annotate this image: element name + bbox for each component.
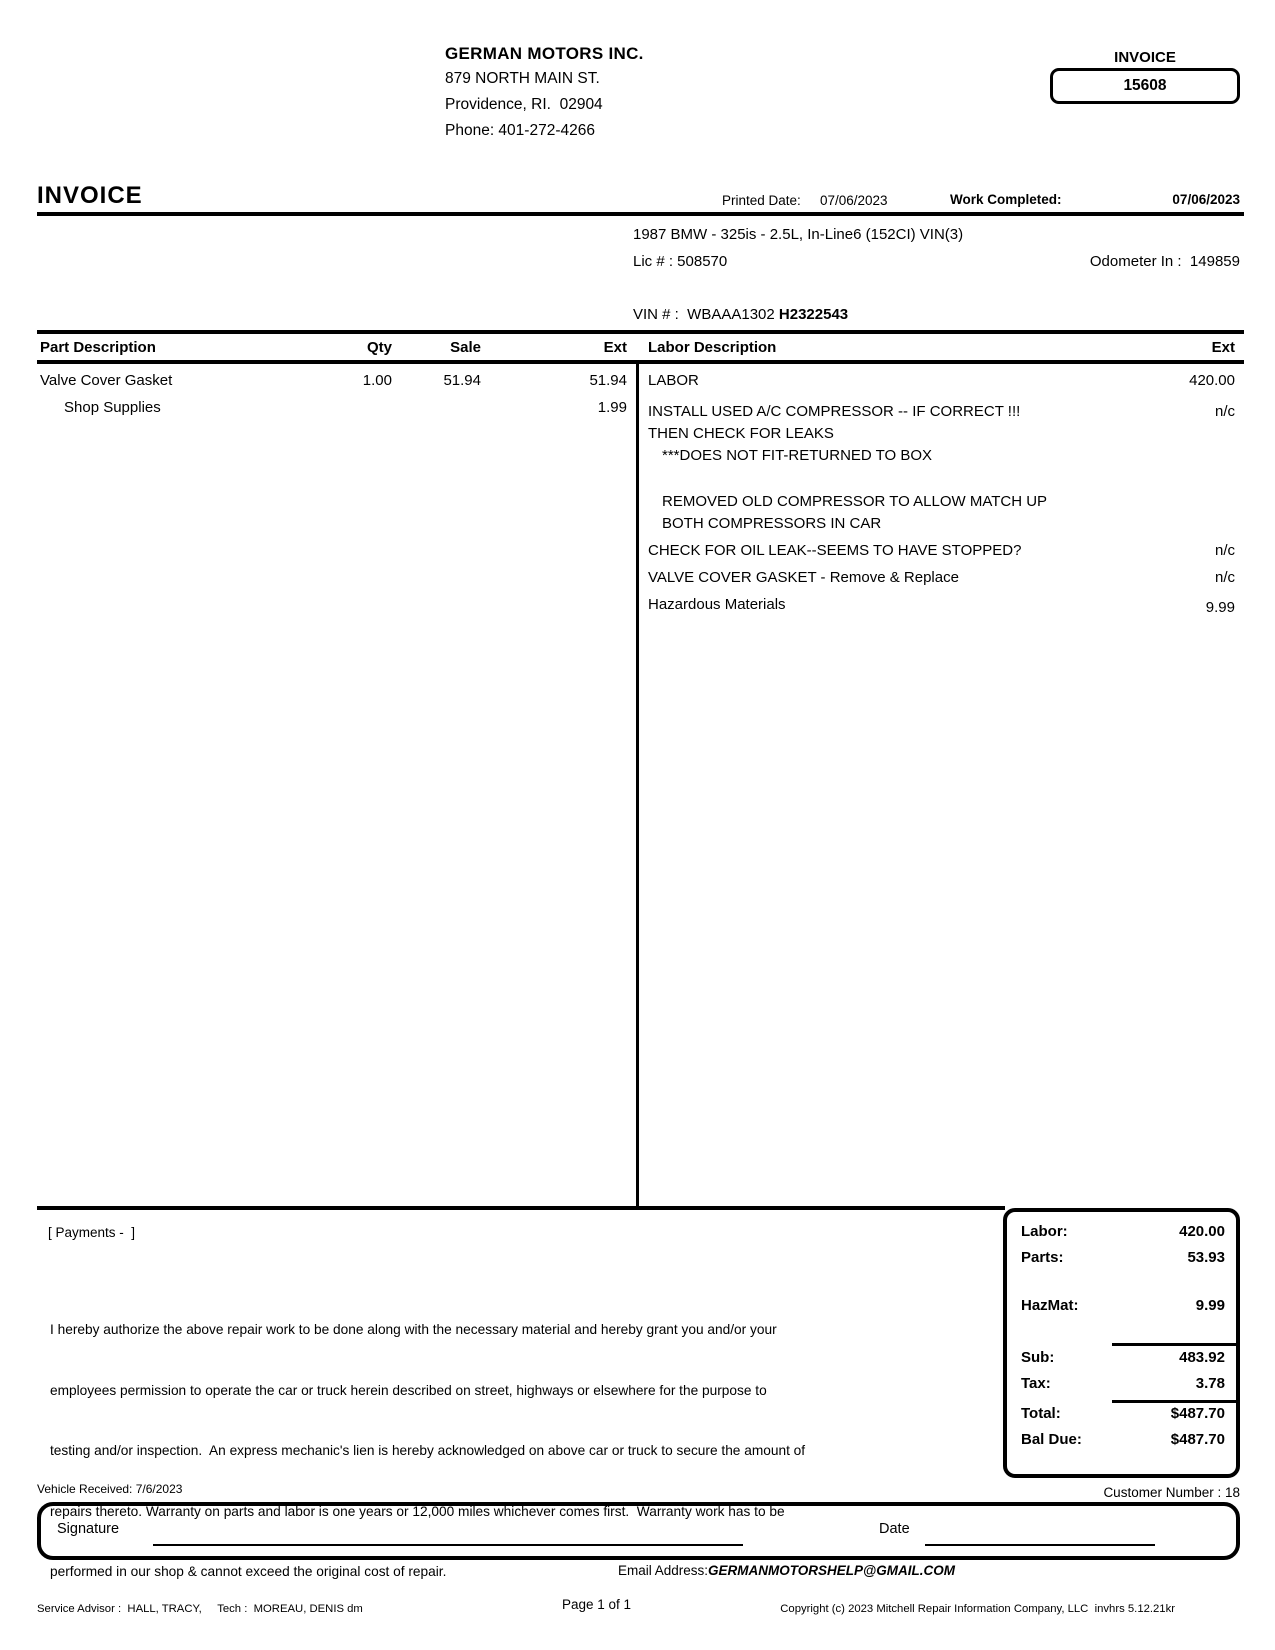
totals-sub-value: 483.92 bbox=[1179, 1349, 1225, 1366]
totals-hazmat-label: HazMat: bbox=[1021, 1297, 1079, 1314]
shop-address-line1: 879 NORTH MAIN ST. bbox=[445, 70, 600, 87]
printed-date-label: Printed Date: bbox=[722, 193, 801, 208]
email-label: Email Address: bbox=[618, 1563, 709, 1578]
part-row-description: Shop Supplies bbox=[64, 399, 161, 416]
customer-number: Customer Number : 18 bbox=[1103, 1485, 1240, 1500]
part-row-ext: 51.94 bbox=[589, 372, 627, 389]
totals-parts-label: Parts: bbox=[1021, 1249, 1064, 1266]
payments-divider-rule bbox=[37, 1206, 1005, 1210]
totals-box bbox=[1003, 1208, 1240, 1478]
signature-line bbox=[153, 1544, 743, 1546]
signature-box bbox=[37, 1502, 1240, 1560]
terms-line: employees permission to operate the car or truck herein described on street, highways or elsewhere for the purpose to bbox=[50, 1382, 767, 1398]
labor-row bbox=[648, 569, 1235, 587]
signature-label: Signature bbox=[57, 1521, 120, 1537]
payments-label: [ Payments - ] bbox=[48, 1225, 136, 1240]
totals-sub-label: Sub: bbox=[1021, 1349, 1055, 1366]
totals-labor-label: Labor: bbox=[1021, 1223, 1068, 1240]
totals-tax-row bbox=[1021, 1374, 1225, 1393]
labor-row-text: VALVE COVER GASKET - Remove & Replace bbox=[648, 569, 959, 586]
labor-row-text: Hazardous Materials bbox=[648, 596, 786, 613]
col-header-part-description: Part Description bbox=[40, 339, 156, 356]
labor-row bbox=[648, 596, 1235, 614]
labor-row bbox=[648, 515, 1235, 533]
copyright-line: Copyright (c) 2023 Mitchell Repair Information Company, LLC invhrs 5.12.21kr bbox=[780, 1603, 1175, 1615]
date-label: Date bbox=[879, 1521, 910, 1537]
totals-baldue-value: $487.70 bbox=[1170, 1431, 1225, 1448]
part-row-qty: 1.00 bbox=[362, 372, 392, 389]
totals-tax-label: Tax: bbox=[1021, 1375, 1051, 1392]
part-row-description: Valve Cover Gasket bbox=[40, 372, 173, 389]
totals-tax-value: 3.78 bbox=[1195, 1375, 1225, 1392]
totals-total-row bbox=[1021, 1404, 1225, 1423]
email-line bbox=[618, 1562, 955, 1579]
terms-line: repairs thereto. Warranty on parts and labor is one years or 12,000 miles whichever comes first. Warranty work has to be bbox=[50, 1503, 785, 1519]
totals-total-value: $487.70 bbox=[1170, 1405, 1225, 1422]
totals-total-label: Total: bbox=[1021, 1405, 1061, 1422]
vehicle-vin-prefix: VIN # : WBAAA1302 bbox=[633, 306, 779, 323]
invoice-number-box bbox=[1050, 68, 1240, 104]
totals-sub-row bbox=[1021, 1348, 1225, 1367]
vehicle-description: 1987 BMW - 325is - 2.5L, In-Line6 (152CI) VIN(3) bbox=[633, 226, 964, 243]
labor-row-text: REMOVED OLD COMPRESSOR TO ALLOW MATCH UP bbox=[662, 493, 1048, 510]
page-title: INVOICE bbox=[37, 182, 143, 209]
labor-row-text: CHECK FOR OIL LEAK--SEEMS TO HAVE STOPPED? bbox=[648, 542, 1022, 559]
labor-row bbox=[648, 403, 1235, 421]
vehicle-vin-suffix: H2322543 bbox=[778, 306, 849, 323]
terms-line: testing and/or inspection. An express mechanic's lien is hereby acknowledged on above car or truck to secure the amount of bbox=[50, 1443, 806, 1458]
vehicle-vin bbox=[633, 306, 848, 324]
table-column-divider bbox=[636, 364, 639, 1207]
terms-line: I hereby authorize the above repair work to be done along with the necessary material and hereby grant you and/or your bbox=[50, 1322, 777, 1337]
totals-parts-row bbox=[1021, 1248, 1225, 1267]
work-completed-value: 07/06/2023 bbox=[1172, 192, 1240, 207]
totals-hazmat-value: 9.99 bbox=[1195, 1297, 1225, 1314]
email-value: GERMANMOTORSHELP@GMAIL.COM bbox=[708, 1563, 955, 1578]
table-header-bottom-rule bbox=[37, 360, 1244, 364]
part-row-sale: 51.94 bbox=[443, 372, 481, 389]
invoice-number-caption: INVOICE bbox=[1114, 49, 1176, 66]
totals-subtotal-separator bbox=[1112, 1343, 1236, 1346]
labor-row bbox=[648, 447, 1235, 465]
header-divider-rule bbox=[37, 212, 1244, 216]
vehicle-odometer: Odometer In : 149859 bbox=[1089, 253, 1240, 270]
labor-row bbox=[648, 372, 1235, 390]
totals-hazmat-row bbox=[1021, 1296, 1225, 1315]
labor-row-text: BOTH COMPRESSORS IN CAR bbox=[662, 515, 882, 532]
labor-row bbox=[648, 542, 1235, 560]
service-advisor-line: Service Advisor : HALL, TRACY, Tech : MOREAU, DENIS dm bbox=[37, 1603, 363, 1615]
work-completed-label: Work Completed: bbox=[950, 192, 1062, 207]
shop-phone: Phone: 401-272-4266 bbox=[445, 122, 595, 139]
totals-labor-row bbox=[1021, 1222, 1225, 1241]
totals-baldue-label: Bal Due: bbox=[1021, 1431, 1082, 1448]
totals-baldue-row bbox=[1021, 1430, 1225, 1449]
labor-row-ext: n/c bbox=[1214, 569, 1235, 586]
shop-name: GERMAN MOTORS INC. bbox=[445, 44, 644, 63]
col-header-part-ext: Ext bbox=[603, 339, 627, 356]
shop-address-line2: Providence, RI. 02904 bbox=[445, 96, 603, 113]
vehicle-received: Vehicle Received: 7/6/2023 bbox=[37, 1482, 183, 1496]
invoice-number: 15608 bbox=[1123, 77, 1167, 94]
terms-line: performed in our shop & cannot exceed the original cost of repair. bbox=[50, 1564, 447, 1579]
labor-row bbox=[648, 425, 1235, 443]
date-line bbox=[925, 1544, 1155, 1546]
printed-date-value: 07/06/2023 bbox=[820, 193, 888, 208]
labor-row-text: ***DOES NOT FIT-RETURNED TO BOX bbox=[662, 447, 933, 464]
labor-row-ext: 420.00 bbox=[1189, 372, 1235, 389]
labor-row-ext: n/c bbox=[1214, 403, 1235, 420]
col-header-qty: Qty bbox=[366, 339, 392, 356]
table-top-rule bbox=[37, 330, 1244, 334]
totals-labor-value: 420.00 bbox=[1179, 1223, 1225, 1240]
vehicle-license: Lic # : 508570 bbox=[633, 253, 728, 270]
col-header-labor-ext: Ext bbox=[1211, 339, 1235, 356]
labor-row-text: INSTALL USED A/C COMPRESSOR -- IF CORRECT !!! bbox=[648, 403, 1021, 420]
col-header-labor-description: Labor Description bbox=[648, 339, 777, 356]
labor-row bbox=[648, 493, 1235, 511]
labor-row-text: THEN CHECK FOR LEAKS bbox=[648, 425, 834, 442]
part-row-ext: 1.99 bbox=[597, 399, 627, 416]
totals-total-separator bbox=[1112, 1400, 1236, 1403]
labor-row-ext: n/c bbox=[1214, 542, 1235, 559]
totals-parts-value: 53.93 bbox=[1187, 1249, 1225, 1266]
col-header-sale: Sale bbox=[450, 339, 481, 356]
labor-row-text: LABOR bbox=[648, 372, 699, 389]
page-indicator: Page 1 of 1 bbox=[562, 1597, 632, 1612]
labor-row-ext: 9.99 bbox=[1205, 599, 1235, 616]
